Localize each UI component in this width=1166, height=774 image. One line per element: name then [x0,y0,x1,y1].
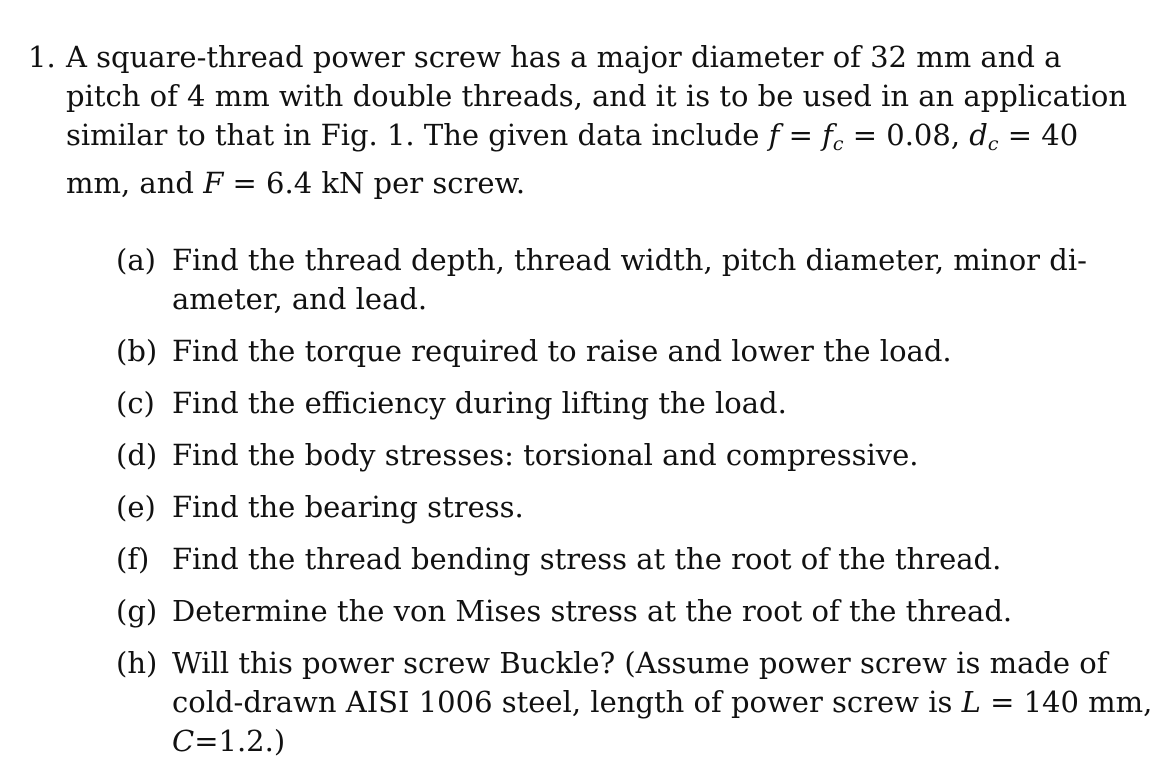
equals-sign: = [779,118,823,152]
statement-line-2: pitch of 4 mm with double threads, and it is to be used in an application [66,79,1127,113]
sub-question-c [66,384,1038,423]
part-label: (d) [116,438,158,472]
sub-question-a [66,241,1087,319]
sub-question-b [66,332,1038,371]
part-text [172,540,1038,579]
sub-question-g [66,592,1038,631]
part-text [172,332,1038,371]
part-line [172,722,1038,761]
length-value: = 140 mm, [980,685,1153,719]
part-line: Determine the von Mises stress at the root of the thread. [172,594,1013,628]
part-line [172,683,1153,722]
part-text [172,241,1087,319]
subscript-c-2: c [987,133,999,155]
part-line: Find the thread bending stress at the root of the thread. [172,542,1002,576]
var-F: F [203,166,224,200]
sub-questions-list [66,241,1153,761]
statement-line-4 [66,164,1038,203]
sub-question-f [66,540,1038,579]
part-line-text: cold-drawn AISI 1006 steel, length of power screw is [172,685,953,719]
problem-number: 1. [28,40,56,74]
statement-line-4-text: mm, and [66,166,194,200]
part-line: Find the efficiency during lifting the load. [172,386,787,420]
part-label: (e) [116,490,156,524]
part-label: (h) [116,646,158,680]
part-line: Find the body stresses: torsional and compressive. [172,438,919,472]
c-value: =1.2.) [194,724,286,758]
statement-line-1: A square-thread power screw has a major diameter of 32 mm and a [66,40,1062,74]
var-f: f [768,118,780,152]
var-fc: f [822,118,833,152]
part-text [172,436,1038,475]
friction-value: = 0.08, [843,118,961,152]
subscript-c: c [832,133,844,155]
sub-question-h [66,644,1153,761]
problem-1 [28,38,1153,774]
part-label: (c) [116,386,155,420]
part-line: Find the bearing stress. [172,490,524,524]
var-L: L [961,685,981,719]
statement-line-3 [66,116,1079,164]
part-label: (b) [116,334,158,368]
part-label: (f) [116,542,150,576]
force-value: = 6.4 kN per screw. [223,166,526,200]
part-line: ameter, and lead. [172,282,428,316]
sub-question-e [66,488,1038,527]
part-text [172,592,1038,631]
var-C: C [172,724,195,758]
part-text [172,384,1038,423]
part-text [172,488,1038,527]
part-line: Find the torque required to raise and lower the load. [172,334,952,368]
dc-value: = 40 [998,118,1079,152]
part-line: Find the thread depth, thread width, pitch diameter, minor di- [172,243,1087,277]
problem-statement [66,38,1153,761]
part-label: (a) [116,243,156,277]
var-dc: d [969,118,988,152]
part-text [172,644,1153,761]
part-line: Will this power screw Buckle? (Assume power screw is made of [172,646,1108,680]
statement-line-3-text: similar to that in Fig. 1. The given data include [66,118,760,152]
sub-question-d [66,436,1038,475]
part-label: (g) [116,594,158,628]
